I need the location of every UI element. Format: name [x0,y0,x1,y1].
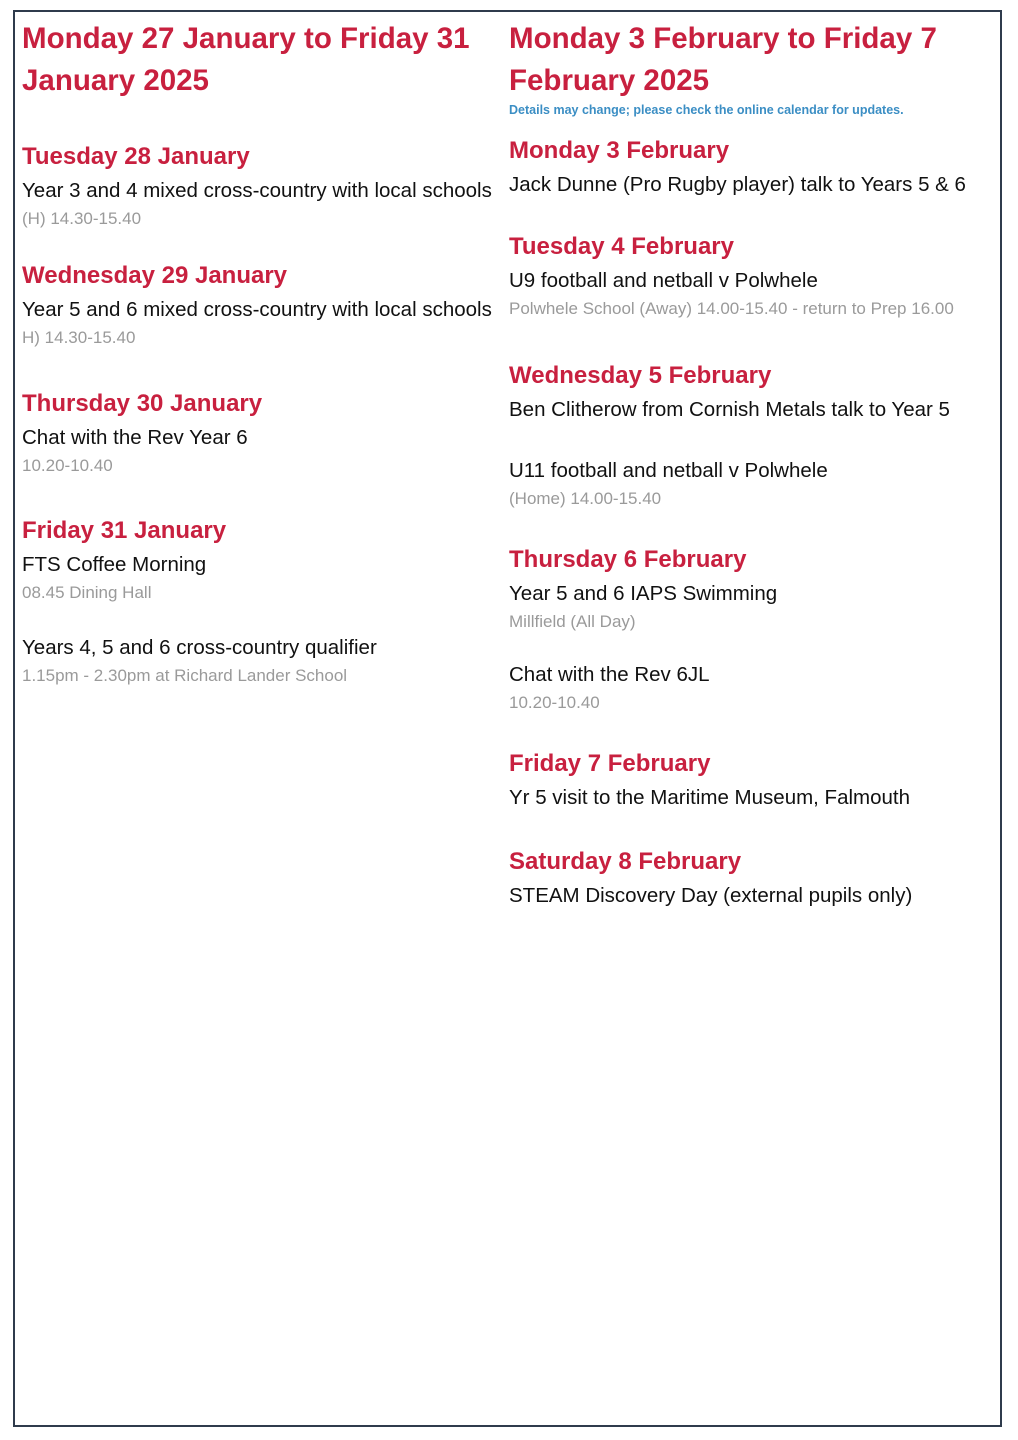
event-title: FTS Coffee Morning [22,553,207,576]
event-title: U9 football and netball v Polwhele [509,269,818,292]
calendar-update-note: Details may change; please check the online calendar for updates. [509,103,904,117]
day-heading: Thursday 6 February [509,546,747,573]
event-detail: Millfield (All Day) [509,612,636,631]
day-heading: Thursday 30 January [22,390,263,417]
day-heading: Saturday 8 February [509,848,742,875]
event-detail: 1.15pm - 2.30pm at Richard Lander School [22,666,348,685]
event-detail: (H) 14.30-15.40 [22,209,142,228]
day-block-monday-3 [509,136,994,200]
event-title: Yr 5 visit to the Maritime Museum, Falmouth [509,786,911,809]
event-title: Year 3 and 4 mixed cross-country with local schools [22,179,492,202]
day-heading: Wednesday 29 January [22,262,288,289]
week-1-column [22,18,494,688]
week-2-title: Monday 3 February to Friday 7 February 2025 [509,22,937,97]
day-block-tuesday-28 [22,142,494,231]
day-block-wednesday-29 [22,261,494,350]
event-title: Chat with the Rev 6JL [509,663,710,686]
event-detail: 10.20-10.40 [509,693,600,712]
event-title: Chat with the Rev Year 6 [22,426,248,449]
event-title: Year 5 and 6 IAPS Swimming [509,582,778,605]
event-title: STEAM Discovery Day (external pupils only) [509,884,913,907]
event-title: Jack Dunne (Pro Rugby player) talk to Years 5 & 6 [509,173,966,196]
event-title: U11 football and netball v Polwhele [509,459,828,482]
day-block-thursday-30 [22,389,494,478]
week-1-title: Monday 27 January to Friday 31 January 2025 [22,22,470,97]
event-detail: 08.45 Dining Hall [22,583,152,602]
week-2-column [509,18,994,911]
day-heading: Tuesday 28 January [22,143,250,170]
event-title: Year 5 and 6 mixed cross-country with local schools [22,298,492,321]
event-detail: H) 14.30-15.40 [22,328,136,347]
event-title: Years 4, 5 and 6 cross-country qualifier [22,636,377,659]
day-heading: Friday 7 February [509,750,711,777]
event-title: Ben Clitherow from Cornish Metals talk to Year 5 [509,398,950,421]
day-block-friday-31 [22,516,494,688]
day-heading: Monday 3 February [509,137,730,164]
day-heading: Tuesday 4 February [509,233,734,260]
day-block-friday-7 [509,749,994,813]
day-heading: Friday 31 January [22,517,227,544]
event-detail: Polwhele School (Away) 14.00-15.40 - return to Prep 16.00 [509,299,954,318]
day-block-wednesday-5 [509,361,994,511]
event-detail: 10.20-10.40 [22,456,113,475]
day-block-tuesday-4 [509,232,994,321]
day-heading: Wednesday 5 February [509,362,772,389]
day-block-thursday-6 [509,545,994,715]
day-block-saturday-8 [509,847,994,911]
event-detail: (Home) 14.00-15.40 [509,489,662,508]
